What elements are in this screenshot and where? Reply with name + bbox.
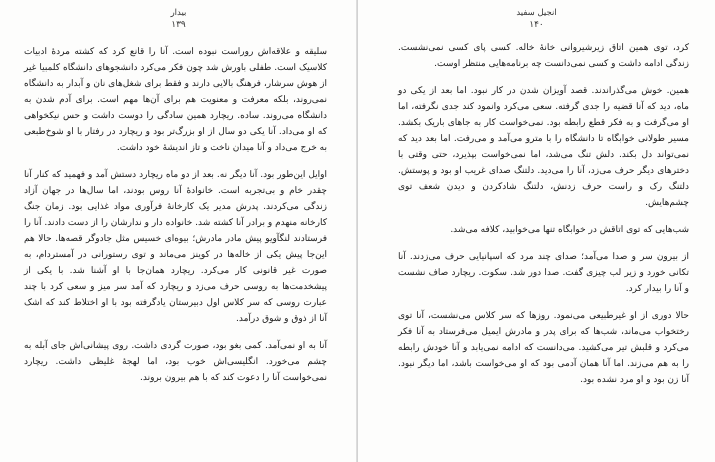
paragraph: شب‌هایی که توی اتاقش در خوابگاه تنها می‌خوابید، کلافه می‌شد. bbox=[450, 225, 689, 235]
paragraph: از بیرون سر و صدا می‌آمد؛ صدای چند مرد که اسپانیایی حرف می‌زدند. آنا تکانی خورد و زیر لب چیزی گفت. صدا دور شد. سکوت. ریچارد صاف نشست و آنا را بیدار کرد. bbox=[398, 252, 689, 294]
paragraph: اوایل این‌طور بود. آنا دیگر نه. بعد از دو ماه ریچارد دستش آمد و فهمید که کنار آنا چقدر خام و بی‌تجربه است. خانوادهٔ آنا روس بودند، اما سال‌ها در جهان آزاد زندگی می‌کردند. پدرش مدیر یک کارخانهٔ فرآوری مواد غذایی بود. زمان جنگ کارخانه منهدم و برادر آنا کشته شد. خانواده دار و ندارشان را از دست دادند. آنا را فرستادند لنگآویو پیش مادر مادرش؛ بیوه‌ای خسیس مثل جادوگر قصه‌ها. حالا هم این‌جا پیش یکی از خاله‌ها در کوینز می‌ماند و توی رستورانی در آمستردام، به صورت غیر قانونی کار می‌کرد. ریچارد همان‌جا با او آشنا شد. با یکی از پیشخدمت‌ها به روسی حرف می‌زد و ریچارد که آمد سر میز و سعی کرد با چند عبارت روسی که سر کلاس اول دبیرستان یادگرفته بود با او اختلاط کند که اشک آنا از ذوق و شوق درآمد. bbox=[24, 170, 327, 324]
page-number: ۱۴۰ bbox=[529, 20, 544, 30]
right-page bbox=[358, 0, 715, 462]
running-head: انجیل سفید bbox=[516, 8, 557, 18]
running-head: بیدار bbox=[170, 8, 187, 18]
paragraph: حالا دوری از او غیرطبیعی می‌نمود. روزها که سر کلاس می‌نشست، آنا توی رختخواب می‌ماند، شب‌ها که برای پدر و مادرش ایمیل می‌فرستاد به آنا فکر می‌کرد و قلبش تیر می‌کشید. می‌دانست که ادامه نمی‌یابد و آنا خودش رابطه را به هم می‌زند. اما آنا همان آدمی بود که او می‌خواست باشد، اما دیگر نبود. آنا زن بود و او مرد نشده بود. bbox=[398, 311, 689, 385]
page-body bbox=[24, 44, 327, 462]
paragraph: همین. خوش می‌گذراندند. قصد آویزان شدن در کار نبود. اما بعد از یکی دو ماه، دید که آنا قضیه را جدی گرفته. سعی می‌کرد وانمود کند جدی نگرفته، اما او می‌گرفت و به فکر قطع رابطه بود. نمی‌خواست کار به جاهای باریک بکشد. مسیر طولانی خوابگاه تا دانشگاه را با مترو می‌آمد و می‌رفت. اما بعد دید که نمی‌تواند دل بکند. دلش تنگ می‌شد، اما نمی‌خواست بپذیرد، حتی وقتی با دخترهای دیگر حرف می‌زد، آنا را می‌دید. دلتنگ صدای غریب او بود و پوستش. دلتنگ رک و راست حرف زدنش، دلتنگ شادکردن و دیدن شعف توی چشم‌هایش. bbox=[398, 86, 689, 208]
left-page bbox=[0, 0, 357, 462]
paragraph: سلیقه و علاقه‌اش روراست نبوده است. آنا را قانع کرد که کشته مردهٔ ادبیات کلاسیک است. طفلی باورش شد چون فکر می‌کرد دانشجوهای دانشگاه کلمبیا غیر از هوش سرشار، فرهنگ بالایی دارند و فقط برای شغل‌های نان و آبدار به دانشگاه نمی‌روند، بلکه معرفت و معنویت هم برای آن‌ها مهم است. برای آدم شدن به دانشگاه می‌روند. ساده. ریچارد همین سادگی را دوست داشت و حس نیکخواهی که او می‌داد. آنا یکی دو سال از او بزرگ‌تر بود و ریچارد در رفتار با او شوخ‌طبعی به خرج می‌داد و آنا میدان ناخت و تاز اندیشهٔ خود داشت. bbox=[24, 47, 327, 153]
paragraph: کرد، توی همین اتاق زیرشیروانی خانهٔ خاله. کسی پای کسی نمی‌نشست. زندگی ادامه داشت و کسی نمی‌دانست چه برنامه‌هایی منتظر اوست. bbox=[398, 43, 689, 69]
page-body bbox=[398, 40, 689, 462]
page-number: ۱۳۹ bbox=[171, 20, 186, 30]
paragraph: آنا به او نمی‌آمد. کمی بغو بود، صورت گردی داشت. روی پیشانی‌اش جای آبله به چشم می‌خورد. انگلیسی‌اش خوب بود، اما لهجهٔ غلیظی داشت. ریچارد نمی‌خواست آنا را دعوت کند که با هم بیرون بروند. bbox=[24, 341, 327, 383]
